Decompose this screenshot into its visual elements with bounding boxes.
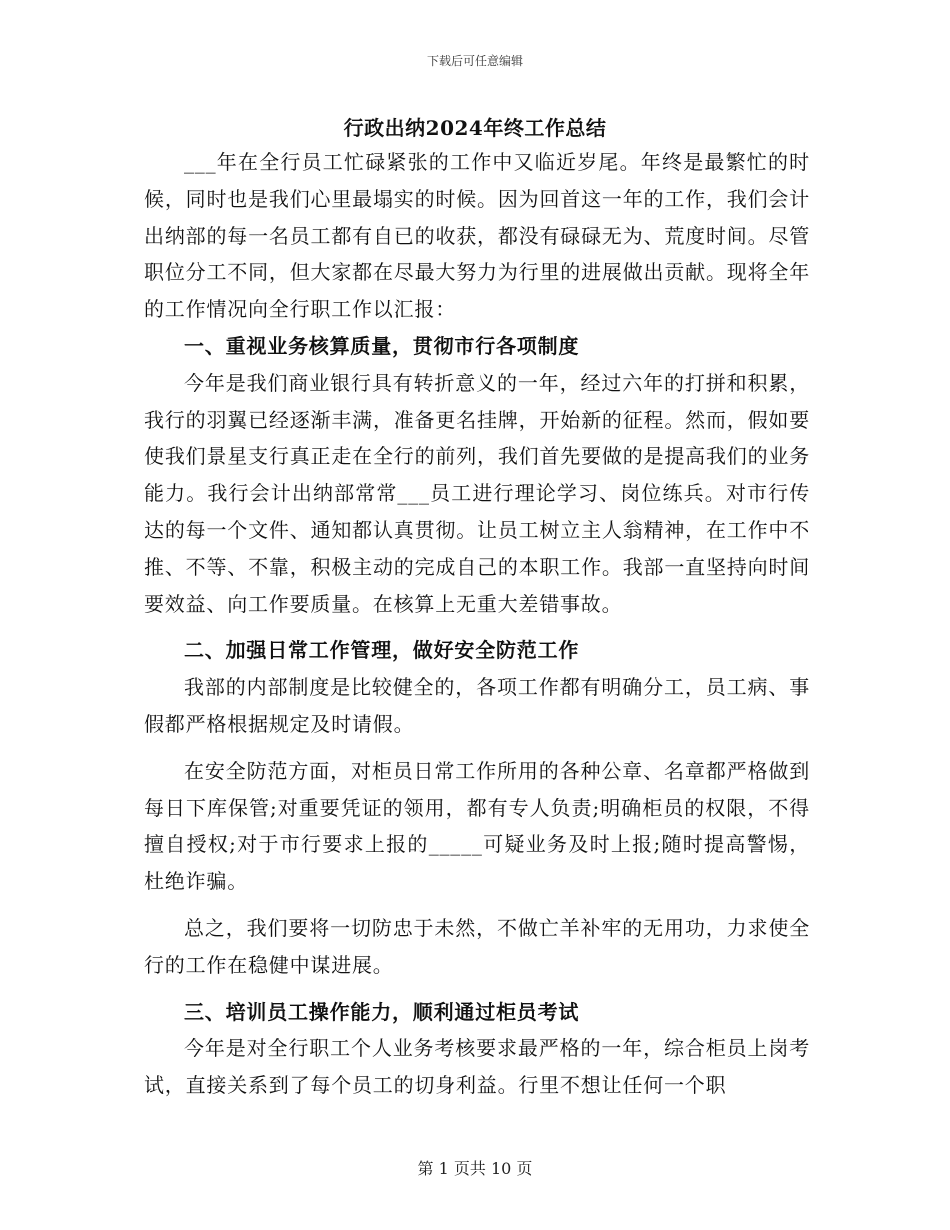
paragraph-intro: ___年在全行员工忙碌紧张的工作中又临近岁尾。年终是最繁忙的时候，同时也是我们心里最塌实的时候。因为回首这一年的工作，我们会计出纳部的每一名员工都有自已的收获，都没有碌碌无为、荒度时间。尽管职位分工不同，但大家都在尽最大努力为行里的进展做出贡献。现将全年的工作情况向全行职工作以汇报： — [144, 150, 810, 322]
page-footer: 第 1 页共 10 页 — [417, 1159, 533, 1178]
paragraph-section-1: 今年是我们商业银行具有转折意义的一年，经过六年的打拼和积累，我行的羽翼已经逐渐丰满，准备更名挂牌，开始新的征程。然而，假如要使我们景星支行真正走在全行的前列，我们首先要做的是提高我们的业务能力。我行会计出纳部常常___员工进行理论学习、岗位练兵。对市行传达的每一个文件、通知都认真贯彻。让员工树立主人翁精神，在工作中不推、不等、不靠，积极主动的完成自己的本职工作。我部一直坚持向时间要效益、向工作要质量。在核算上无重大差错事故。 — [144, 370, 810, 616]
paragraph-section-2a: 我部的内部制度是比较健全的，各项工作都有明确分工，员工病、事假都严格根据规定及时请假。 — [144, 675, 810, 736]
document-body — [144, 144, 810, 1104]
section-heading-1: 一、重视业务核算质量，贯彻市行各项制度 — [184, 333, 580, 358]
section-heading-3: 三、培训员工操作能力，顺利通过柜员考试 — [184, 999, 580, 1024]
document-title: 行政出纳2024年终工作总结 — [343, 116, 607, 140]
paragraph-section-2c: 总之，我们要将一切防忠于未然，不做亡羊补牢的无用功，力求使全行的工作在稳健中谋进展。 — [144, 915, 810, 977]
section-heading-2: 二、加强日常工作管理，做好安全防范工作 — [184, 638, 580, 663]
paragraph-section-3: 今年是对全行职工个人业务考核要求最严格的一年，综合柜员上岗考试，直接关系到了每个员工的切身利益。行里不想让任何一个职 — [144, 1036, 810, 1098]
page-header: 下载后可任意编辑 — [426, 54, 523, 68]
paragraph-section-2b: 在安全防范方面，对柜员日常工作所用的各种公章、名章都严格做到每日下库保管;对重要凭证的领用，都有专人负责;明确柜员的权限，不得擅自授权;对于市行要求上报的_____可疑业务及时上报;随时提高警惕，杜绝诈骗。 — [144, 758, 810, 894]
